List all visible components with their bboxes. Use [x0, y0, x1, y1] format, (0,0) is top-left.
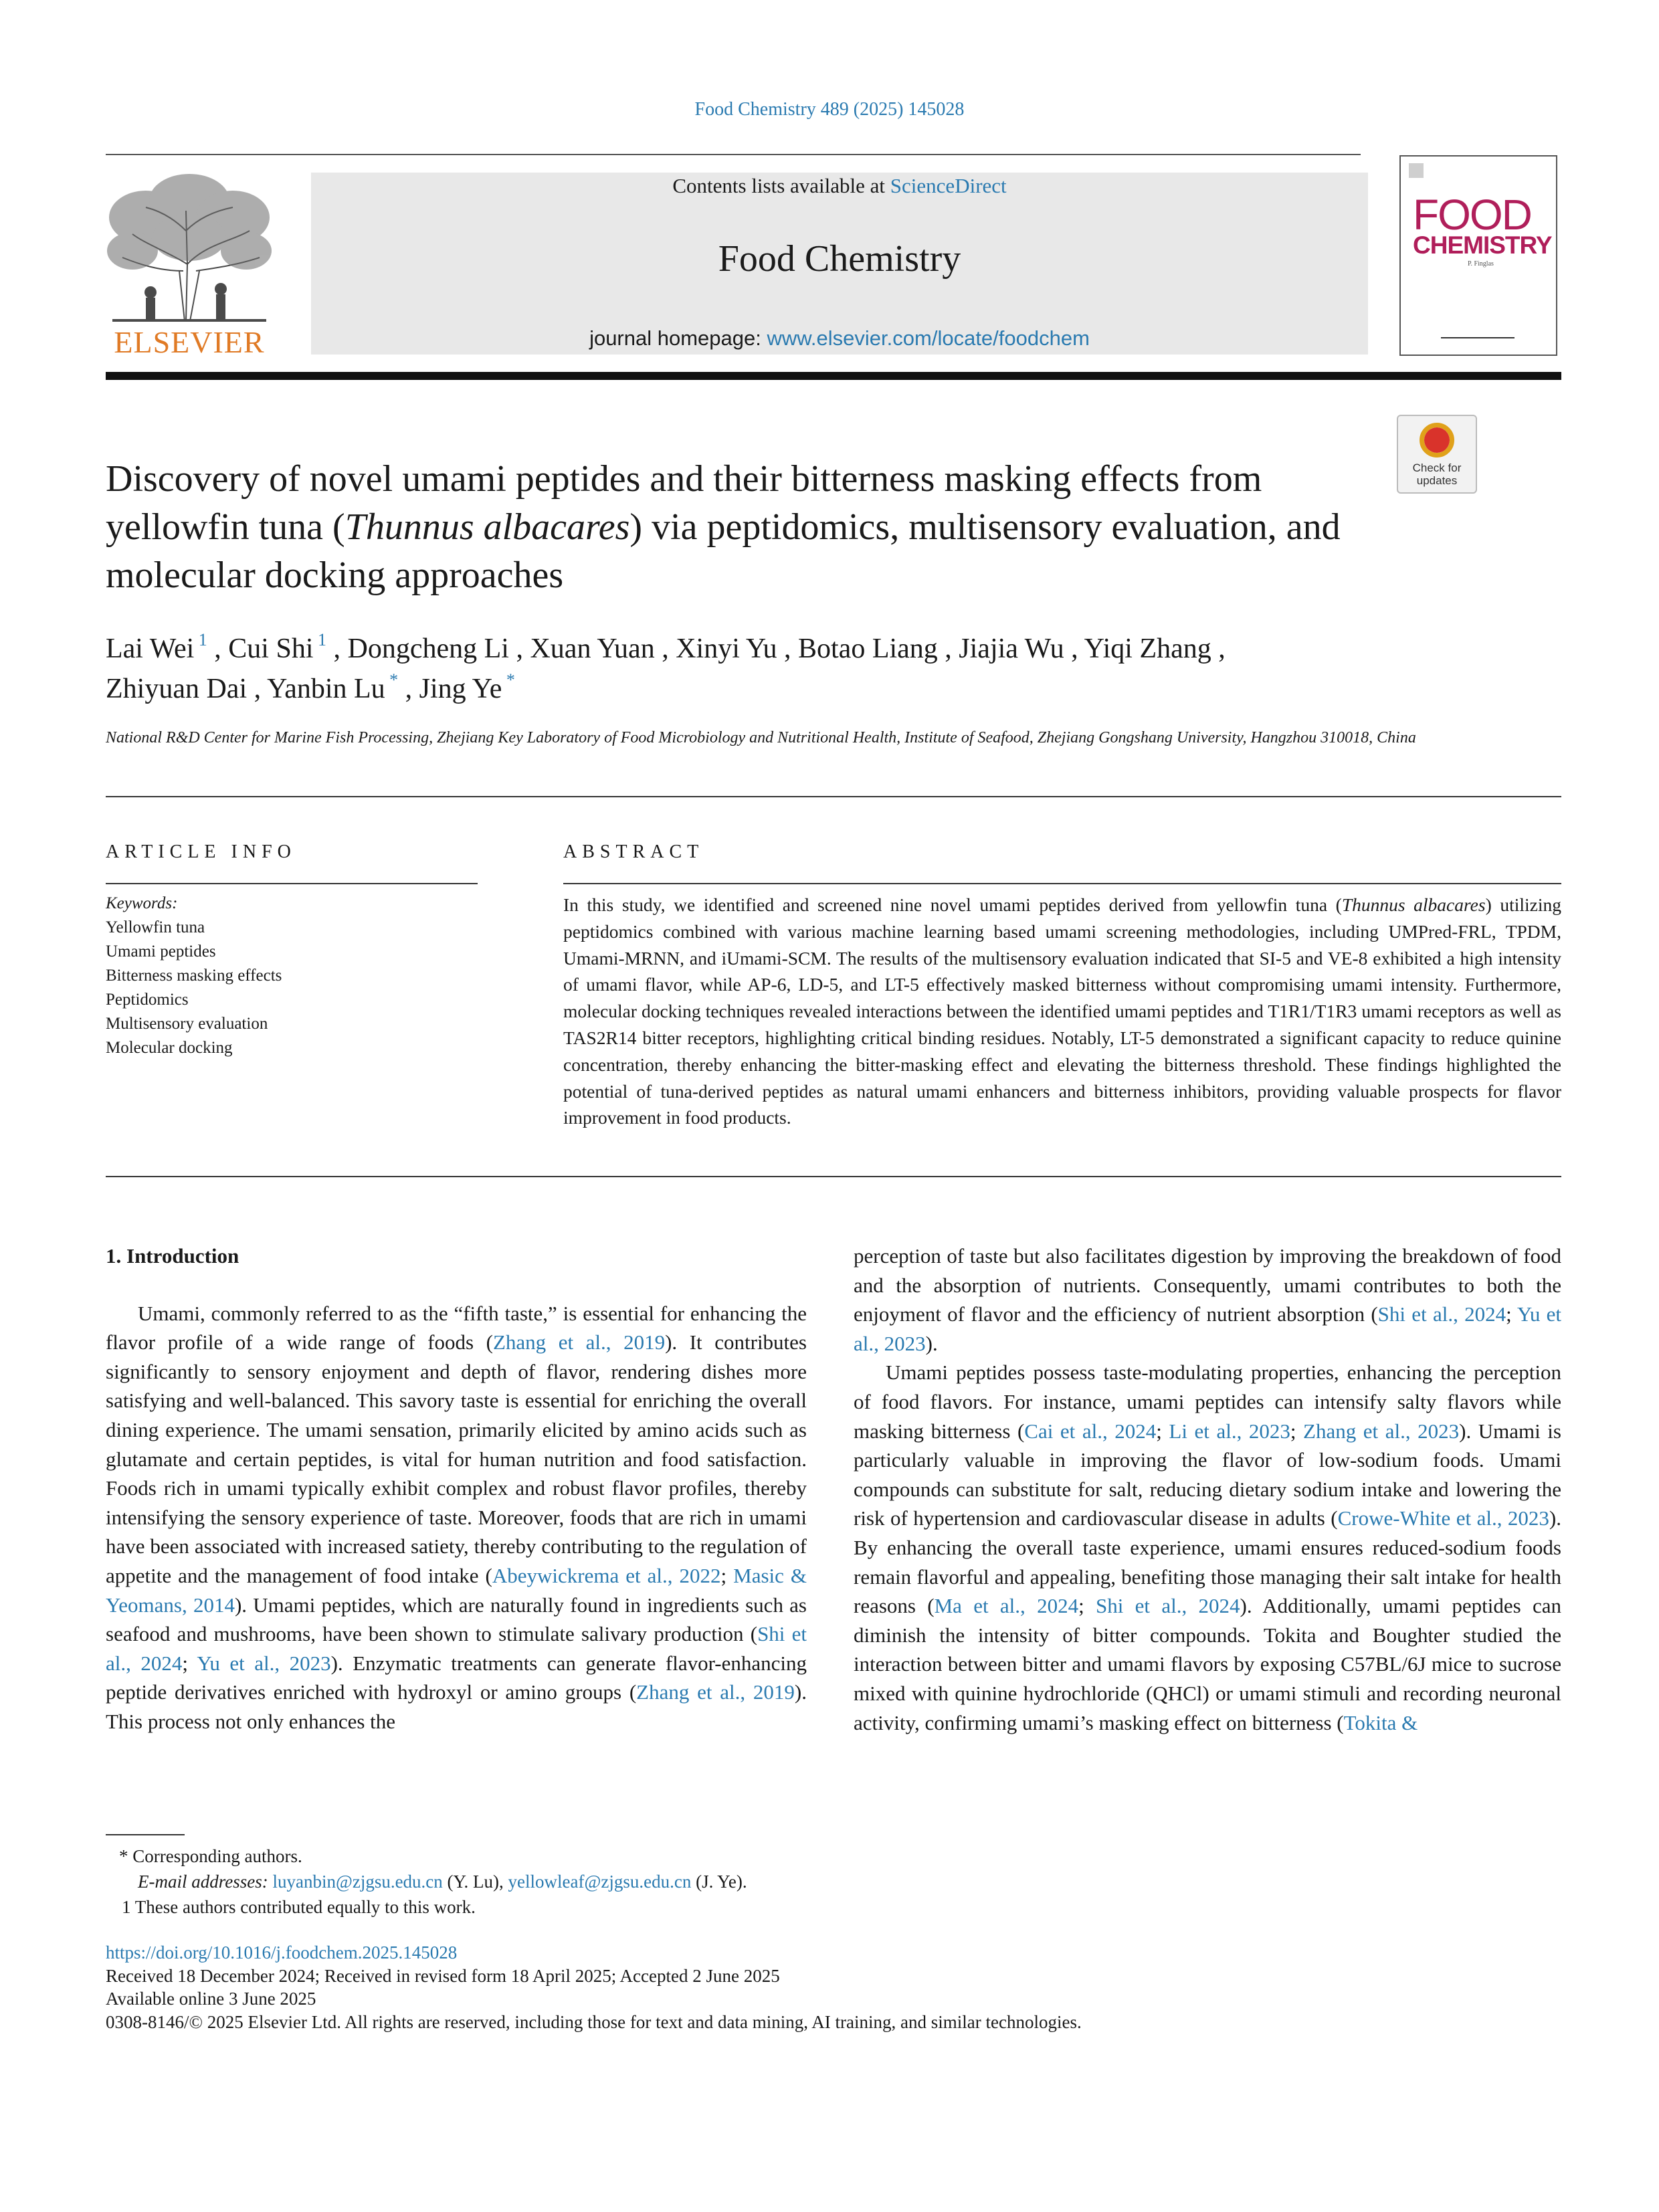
copyright-line: 0308-8146/© 2025 Elsevier Ltd. All rights are reserved, including those for text and data mining, AI training, and similar technologies. — [106, 2011, 1082, 2032]
email-note — [106, 1869, 1444, 1894]
header-rule — [106, 154, 1361, 155]
header-thick-rule — [106, 372, 1561, 380]
section-heading: 1. Introduction — [106, 1244, 239, 1268]
author-name[interactable]: Dongcheng Li — [347, 633, 509, 664]
intro-paragraph-2 — [854, 1358, 1561, 1737]
check-updates-label: Check for updates — [1412, 462, 1462, 487]
text-run: ; — [1078, 1594, 1096, 1618]
citation-link[interactable]: Yu et al., 2023 — [854, 1302, 1561, 1355]
author-mark[interactable]: 1 — [194, 630, 207, 649]
citation-link[interactable]: Shi et al., 2024 — [1377, 1302, 1506, 1326]
contents-prefix: Contents lists available at — [672, 174, 890, 197]
author-separator: , — [937, 633, 959, 664]
keywords-block — [106, 892, 478, 1060]
text-run: ; — [1506, 1302, 1517, 1326]
author-separator: , — [247, 674, 268, 704]
author-name[interactable]: Zhiyuan Dai — [106, 674, 248, 704]
author-separator: , — [398, 674, 419, 704]
author-mark[interactable]: * — [385, 670, 399, 690]
abstract-text — [563, 892, 1561, 1131]
journal-reference[interactable] — [0, 99, 1659, 120]
author-name[interactable]: Yiqi Zhang — [1084, 633, 1211, 664]
sciencedirect-link[interactable]: ScienceDirect — [890, 174, 1007, 197]
keyword-item: Peptidomics — [106, 991, 189, 1009]
author-mark[interactable]: * — [502, 670, 515, 690]
citation-link[interactable]: Masic & Yeomans, 2014 — [106, 1563, 807, 1617]
footnote-rule — [106, 1834, 185, 1835]
received-dates: Received 18 December 2024; Received in revised form 18 April 2025; Accepted 2 June 2025 — [106, 1965, 780, 1986]
text-run: ). — [925, 1331, 938, 1355]
citation-link[interactable]: Li et al., 2023 — [1169, 1419, 1290, 1443]
abstract-species: Thunnus albacares — [1341, 894, 1486, 915]
email-owner: (J. Ye). — [691, 1872, 747, 1892]
check-updates-bookmark-icon — [1424, 427, 1450, 453]
text-run: Umami, commonly referred to as the “fifth taste,” is essential for enhancing the flavor profile of a wide range of foods ( — [106, 1301, 807, 1354]
publication-info — [106, 1941, 1510, 2033]
text-run: ). Enzymatic treatments can generate flavor-enhancing peptide derivatives enriched with hydroxyl or amino groups ( — [106, 1651, 807, 1704]
text-run: Umami peptides possess taste-modulating properties, enhancing the perception of food flavors. For instance, umami peptides can intensify salty flavors while masking bitterness ( — [854, 1361, 1561, 1443]
text-run: ). Umami is particularly valuable in improving the flavor of low-sodium foods. Umami compounds can substitute for salt, reducing dietary sodium intake and lowering the risk of hypertension and cardiovascular disease in adults ( — [854, 1419, 1561, 1530]
author-name[interactable]: Jiajia Wu — [959, 633, 1064, 664]
text-run: ). Additionally, umami peptides can diminish the intensity of bitter compounds. Tokita and Boughter studied the interaction between bitter and umami flavors by exposing C57BL/6J mice to sucrose mixed with quinine hydrochloride (QHCl) or umami stimuli and recording neuronal activity, confirming umami’s masking effect on bitterness ( — [854, 1594, 1561, 1734]
citation-link[interactable]: Tokita & — [1343, 1710, 1418, 1734]
affiliation-rule — [106, 796, 1561, 797]
text-run: ; — [1290, 1419, 1304, 1443]
article-info-heading: ARTICLE INFO — [106, 841, 296, 862]
author-separator: , — [207, 633, 229, 664]
author-separator: , — [326, 633, 348, 664]
cover-mark — [1409, 163, 1424, 178]
intro-paragraph-1-cont — [854, 1241, 1561, 1358]
affiliation: National R&D Center for Marine Fish Processing, Zhejiang Key Laboratory of Food Microbiology and Nutritional Health, Institute of Seafood, Zhejiang Gongshang University, Hangzhou 310018, China — [106, 729, 1416, 746]
email-link[interactable]: luyanbin@zjgsu.edu.cn — [272, 1872, 443, 1892]
cover-rule — [1441, 337, 1515, 338]
email-label: E-mail addresses: — [138, 1872, 273, 1892]
email-link[interactable]: yellowleaf@zjgsu.edu.cn — [508, 1872, 692, 1892]
text-run: ; — [720, 1563, 734, 1587]
citation-link[interactable]: Yu et al., 2023 — [197, 1651, 331, 1675]
author-name[interactable]: Jing Ye — [419, 674, 502, 704]
keyword-item: Multisensory evaluation — [106, 1015, 268, 1033]
author-name[interactable]: Botao Liang — [798, 633, 938, 664]
citation-link[interactable]: Shi et al., 2024 — [1096, 1594, 1240, 1618]
contents-available-line — [311, 173, 1368, 198]
citation-link[interactable]: Ma et al., 2024 — [934, 1594, 1079, 1618]
homepage-link[interactable]: www.elsevier.com/locate/foodchem — [767, 326, 1090, 350]
citation-link[interactable]: Cai et al., 2024 — [1024, 1419, 1157, 1443]
text-run: ). Umami peptides, which are naturally found in ingredients such as seafood and mushrooms, have been shown to stimulate salivary production ( — [106, 1593, 807, 1646]
keyword-item: Umami peptides — [106, 942, 216, 961]
article-info-rule — [106, 883, 478, 884]
author-list — [106, 629, 1444, 709]
abstract-heading: ABSTRACT — [563, 841, 704, 862]
equal-contribution-note: 1 These authors contributed equally to this work. — [122, 1897, 476, 1917]
title-part1: Discovery of novel umami peptides and their bitterness masking effects from yellowfin tuna ( — [106, 458, 1262, 548]
journal-cover-thumbnail[interactable] — [1399, 155, 1557, 356]
check-for-updates-badge[interactable] — [1397, 415, 1477, 494]
abstract-bottom-rule — [106, 1176, 1561, 1177]
author-mark[interactable]: 1 — [313, 630, 327, 649]
keyword-item: Bitterness masking effects — [106, 967, 282, 985]
journal-ref-link[interactable]: Food Chemistry 489 (2025) 145028 — [694, 99, 965, 120]
available-online: Available online 3 June 2025 — [106, 1989, 316, 2009]
abstract-part2: ) utilizing peptidomics combined with various machine learning based umami screening methodologies, including UMPred-FRL, TPDM, Umami-MRNN, and iUmami-SCM. The results of the multisensory evaluation indicated that SI-5 and VE-8 exhibited a high intensity of umami flavor, while AP-6, LD-5, and LT-5 effectively masked bitterness without compromising umami intensity. Furthermore, molecular docking techniques revealed interactions between the identified umami peptides and T1R1/T1R3 umami receptors as well as TAS2R14 bitter receptors, highlighting critical binding residues. Notably, LT-5 demonstrated a significant capacity to reduce quinine concentration, thereby enhancing the bitter-masking effect and elevating the bitterness threshold. These findings highlighted the potential of tuna-derived peptides as natural umami enhancers and bitterness inhibitors, providing valuable prospects for flavor improvement in food products. — [563, 894, 1562, 1128]
journal-title: Food Chemistry — [718, 238, 961, 280]
text-run: ; — [182, 1651, 197, 1675]
citation-link[interactable]: Abeywickrema et al., 2022 — [492, 1563, 721, 1587]
citation-link[interactable]: Zhang et al., 2019 — [492, 1330, 666, 1354]
corresponding-authors-note: * Corresponding authors. — [119, 1846, 302, 1866]
author-name[interactable]: Xinyi Yu — [676, 633, 777, 664]
text-run: ). By enhancing the overall taste experience, umami ensures reduced-sodium foods remain flavorful and appealing, benefiting those managing their salt intake for health reasons ( — [854, 1506, 1561, 1618]
author-name[interactable]: Xuan Yuan — [530, 633, 655, 664]
author-separator: , — [654, 633, 676, 664]
homepage-prefix: journal homepage: — [589, 326, 767, 350]
journal-homepage-line — [311, 326, 1368, 350]
text-run: ). This process not only enhances the — [106, 1680, 807, 1733]
keyword-item: Yellowfin tuna — [106, 918, 205, 936]
author-separator: , — [1064, 633, 1084, 664]
email-owner: (Y. Lu), — [442, 1872, 508, 1892]
title-part2: ) via peptidomics, multisensory evaluation, and molecular docking approaches — [106, 506, 1341, 596]
text-run: ). It contributes significantly to sensory enjoyment and depth of flavor, rendering dishes more satisfying and well-balanced. This savory taste is essential for enriching the overall dining experience. The umami sensation, primarily elicited by amino acids such as glutamate and certain peptides, is vital for human nutrition and food satisfaction. Foods rich in umami typically exhibit complex and robust flavor profiles, thereby intensifying the sensory experience of taste. Moreover, foods that are rich in umami have been associated with increased satiety, thereby contributing to the regulation of appetite and the management of food intake ( — [106, 1330, 807, 1587]
keywords-label: Keywords: — [106, 894, 178, 912]
footnotes — [106, 1843, 1444, 1920]
cover-editor: P. Finglas — [1468, 260, 1494, 268]
doi-link[interactable]: https://doi.org/10.1016/j.foodchem.2025.145028 — [106, 1942, 458, 1963]
text-run: ; — [1156, 1419, 1169, 1443]
author-separator: , — [508, 633, 530, 664]
citation-link[interactable]: Zhang et al., 2019 — [636, 1680, 795, 1704]
citation-link[interactable]: Zhang et al., 2023 — [1303, 1419, 1460, 1443]
title-species: Thunnus albacares — [345, 506, 630, 548]
author-name[interactable]: Yanbin Lu — [267, 674, 385, 704]
abstract-rule — [563, 883, 1561, 884]
abstract-part1: In this study, we identified and screened nine novel umami peptides derived from yellowfin tuna ( — [563, 894, 1342, 915]
author-separator: , — [1211, 633, 1226, 664]
body-left-column — [106, 1241, 807, 1736]
keyword-item: Molecular docking — [106, 1039, 233, 1057]
body-right-column — [854, 1241, 1561, 1737]
cover-title-chemistry: CHEMISTRY — [1413, 231, 1552, 259]
cover-title-food: FOOD — [1413, 191, 1531, 239]
citation-link[interactable]: Crowe-White et al., 2023 — [1337, 1506, 1549, 1530]
text-run: perception of taste but also facilitates digestion by improving the breakdown of food and the absorption of nutrients. Consequently, umami contributes to both the enjoyment of flavor and the efficiency of nutrient absorption ( — [854, 1244, 1561, 1326]
citation-link[interactable]: Shi et al., 2024 — [106, 1622, 807, 1675]
intro-paragraph-1 — [106, 1299, 807, 1736]
article-title — [106, 455, 1377, 599]
author-separator: , — [777, 633, 798, 664]
author-name[interactable]: Lai Wei — [106, 633, 195, 664]
author-name[interactable]: Cui Shi — [228, 633, 314, 664]
elsevier-logo-text: ELSEVIER — [114, 325, 265, 359]
